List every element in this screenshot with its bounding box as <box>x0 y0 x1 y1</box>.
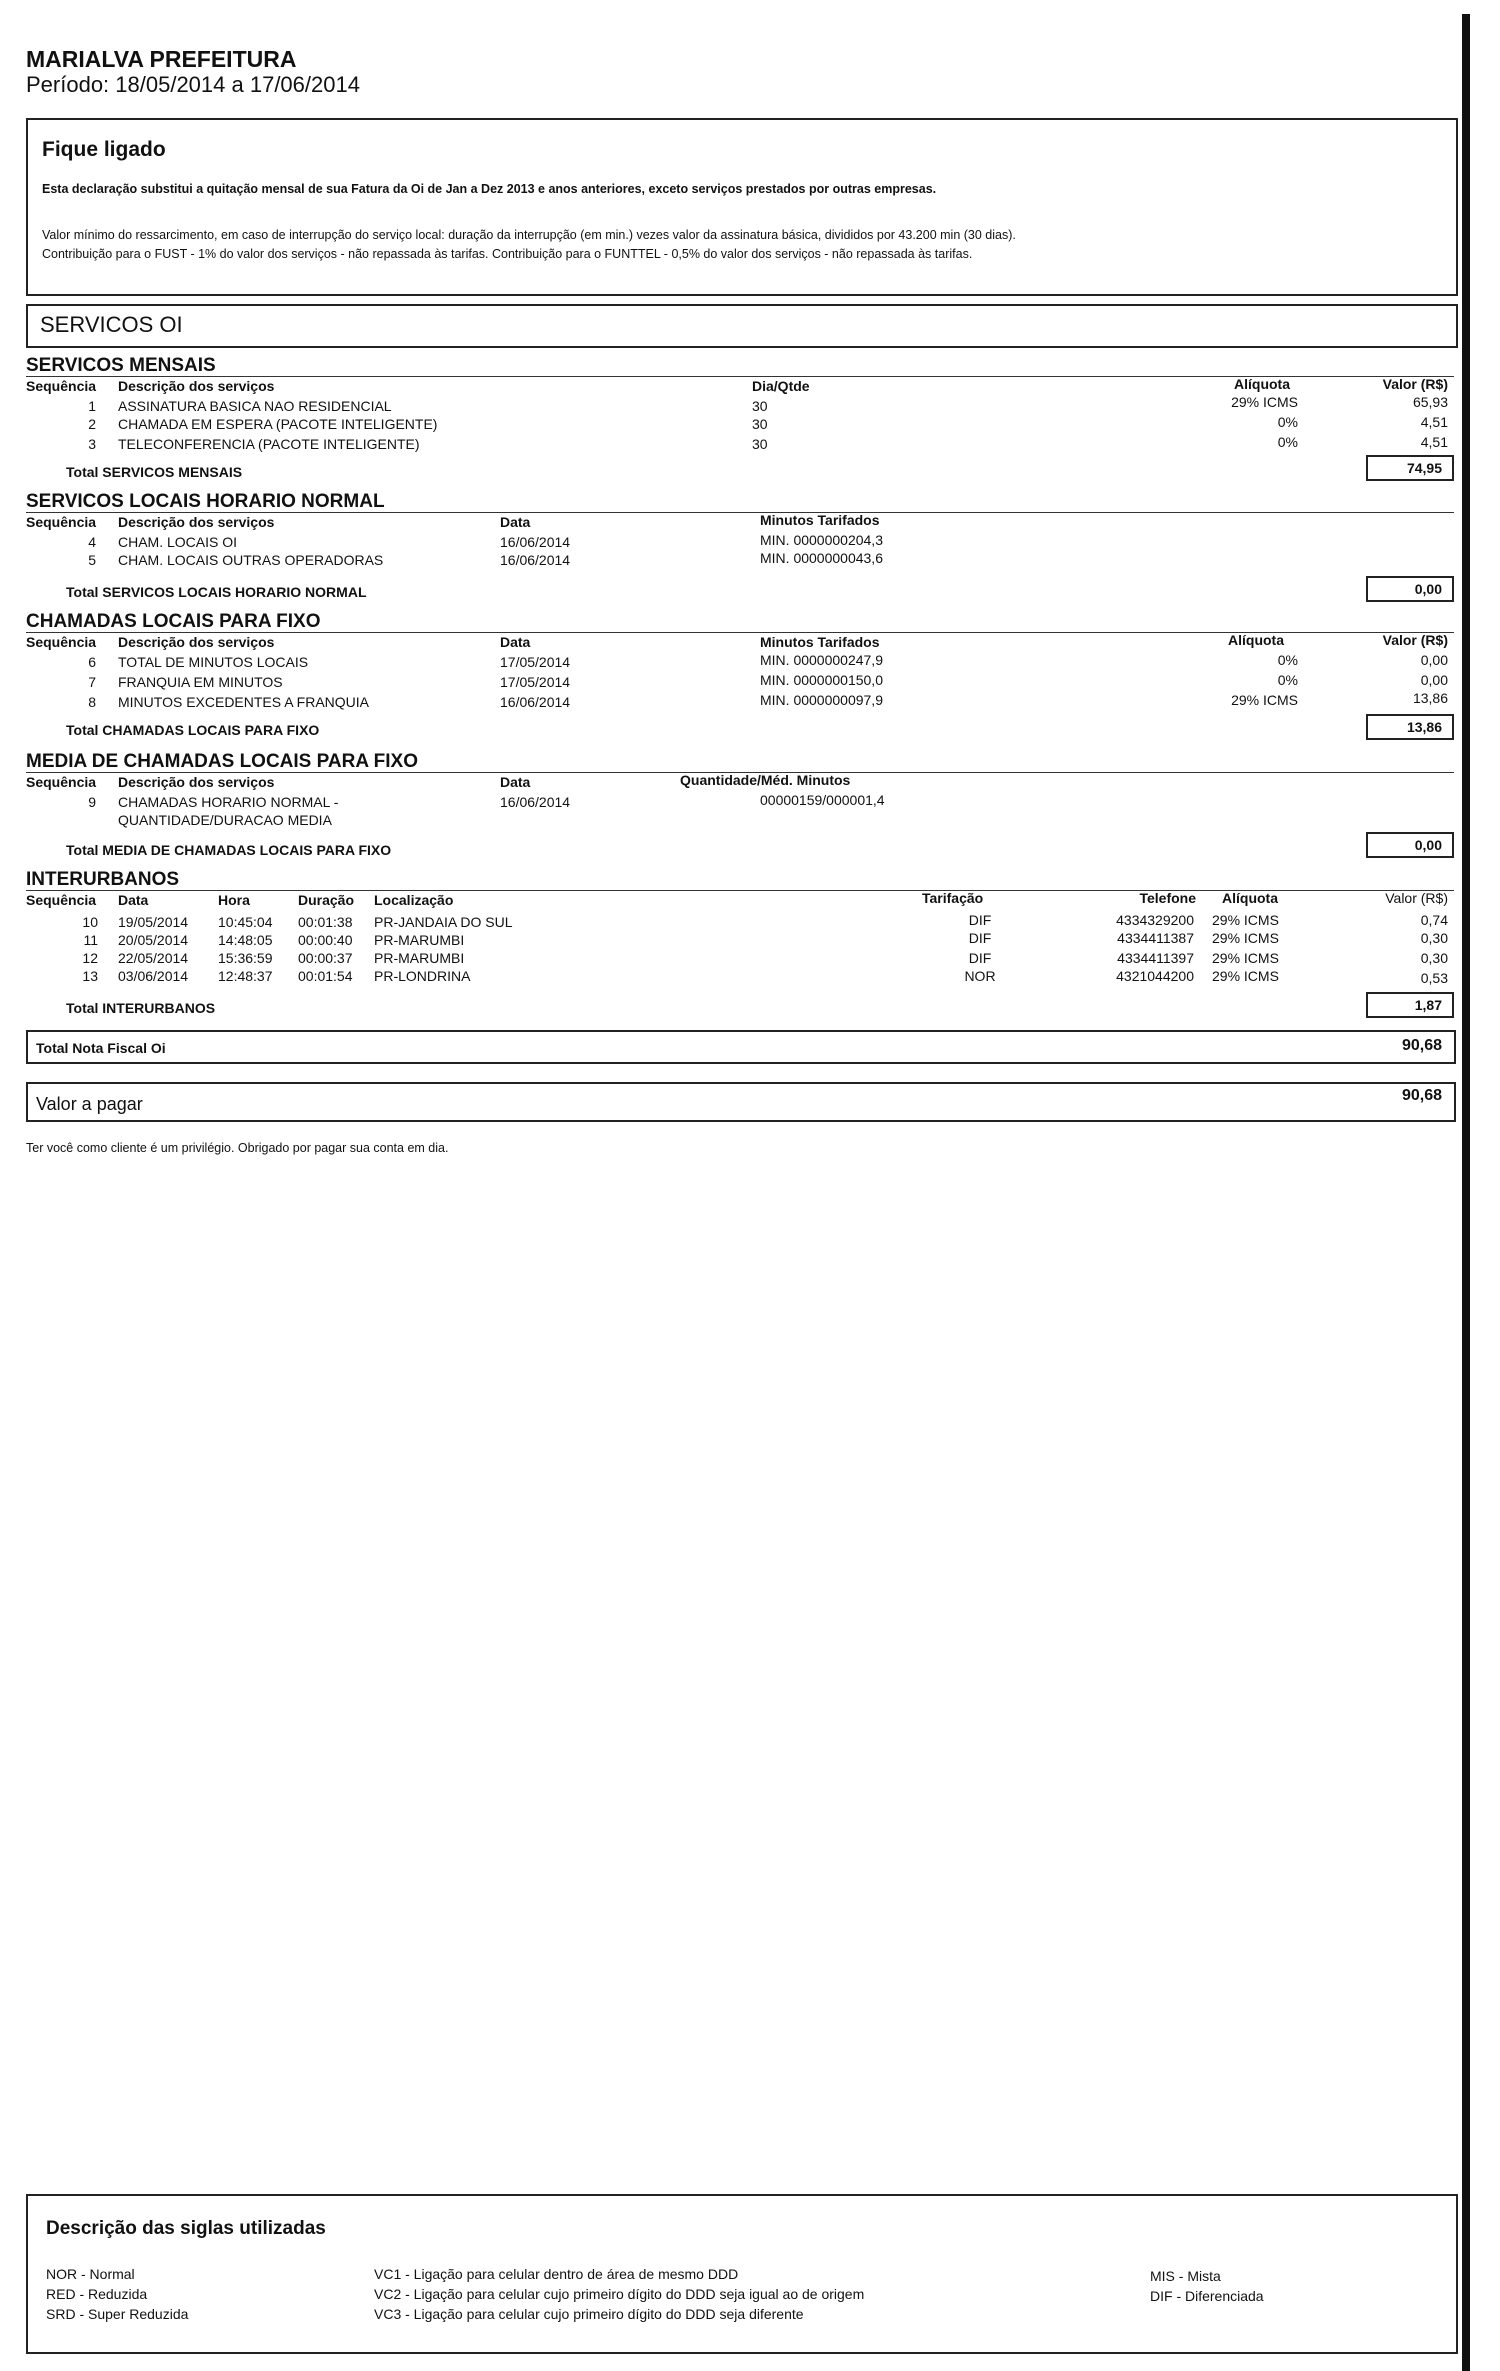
section-media-title: MEDIA DE CHAMADAS LOCAIS PARA FIXO <box>26 752 1454 773</box>
total-label: Total SERVICOS LOCAIS HORARIO NORMAL <box>66 584 367 600</box>
row-desc: FRANQUIA EM MINUTOS <box>118 674 283 690</box>
row-seq: 12 <box>82 950 98 966</box>
glossary-item: DIF - Diferenciada <box>1150 2288 1264 2304</box>
col-header-valor: Valor (R$) <box>1382 376 1448 392</box>
glossary-box <box>26 2194 1458 2354</box>
row-min: MIN. 0000000247,9 <box>760 652 883 668</box>
row-loc: PR-MARUMBI <box>374 932 465 948</box>
row-aliq: 0% <box>1277 672 1298 688</box>
row-aliq: 29% ICMS <box>1231 394 1298 410</box>
row-hora: 15:36:59 <box>218 950 273 966</box>
section-mensais-title: SERVICOS MENSAIS <box>26 356 1454 377</box>
section-locais-title: SERVICOS LOCAIS HORARIO NORMAL <box>26 492 1454 513</box>
total-nota-fiscal-value: 90,68 <box>1401 1037 1442 1054</box>
row-seq: 3 <box>88 436 96 452</box>
col-header-data: Data <box>118 892 149 908</box>
row-dur: 00:00:40 <box>298 932 353 948</box>
row-data: 17/05/2014 <box>500 654 571 670</box>
row-tel: 4321044200 <box>1116 968 1194 984</box>
row-desc: TELECONFERENCIA (PACOTE INTELIGENTE) <box>118 436 420 452</box>
row-valor: 0,00 <box>1420 672 1448 688</box>
row-data: 16/06/2014 <box>500 534 571 550</box>
glossary-item: VC2 - Ligação para celular cujo primeiro dígito do DDD seja igual ao de origem <box>374 2286 865 2302</box>
services-title: SERVICOS OI <box>40 312 183 337</box>
row-data: 22/05/2014 <box>118 950 189 966</box>
row-tel: 4334329200 <box>1116 912 1194 928</box>
col-header-seq: Sequência <box>26 514 97 530</box>
col-header-seq: Sequência <box>26 378 97 394</box>
col-header-desc: Descrição dos serviços <box>118 774 275 790</box>
total-value: 0,00 <box>1366 576 1454 602</box>
thanks-message: Ter você como cliente é um privilégio. Obrigado por pagar sua conta em dia. <box>26 1141 449 1155</box>
notice-line-3: Contribuição para o FUST - 1% do valor dos serviços - não repassada às tarifas. Contribuição para o FUNTTEL - 0,5% do valor dos serviços - não repassada às tarifas. <box>42 247 973 261</box>
total-value: 0,00 <box>1366 832 1454 858</box>
row-min: MIN. 0000000097,9 <box>760 692 883 708</box>
row-dur: 00:01:38 <box>298 914 353 930</box>
section-fixo-title: CHAMADAS LOCAIS PARA FIXO <box>26 612 1454 633</box>
amount-due-value: 90,68 <box>1401 1087 1442 1104</box>
row-qty: 30 <box>752 416 768 432</box>
row-seq: 9 <box>88 794 96 810</box>
row-hora: 14:48:05 <box>218 932 273 948</box>
col-header-aliq: Alíquota <box>1228 632 1284 648</box>
col-header-dur: Duração <box>298 892 355 908</box>
col-header-data: Data <box>500 634 531 650</box>
row-aliq: 0% <box>1277 414 1298 430</box>
row-tel: 4334411397 <box>1117 950 1194 966</box>
row-tel: 4334411387 <box>1117 930 1194 946</box>
row-data: 16/06/2014 <box>500 552 571 568</box>
row-desc: CHAMADAS HORARIO NORMAL - <box>118 794 339 810</box>
amount-due-label: Valor a pagar <box>36 1094 143 1114</box>
col-header-seq: Sequência <box>26 634 97 650</box>
row-valor: 65,93 <box>1412 394 1448 410</box>
row-aliq: 0% <box>1277 434 1298 450</box>
total-label: Total MEDIA DE CHAMADAS LOCAIS PARA FIXO <box>66 842 392 858</box>
row-data: 17/05/2014 <box>500 674 571 690</box>
total-nota-fiscal-label: Total Nota Fiscal Oi <box>36 1040 166 1056</box>
row-aliq: 0% <box>1277 652 1298 668</box>
company-name: MARIALVA PREFEITURA <box>26 46 297 72</box>
row-tarif: DIF <box>968 912 992 928</box>
row-aliq: 29% ICMS <box>1212 930 1279 946</box>
row-desc: CHAMADA EM ESPERA (PACOTE INTELIGENTE) <box>118 416 438 432</box>
row-valor: 0,00 <box>1420 652 1448 668</box>
row-valor: 13,86 <box>1412 690 1448 706</box>
services-header-box <box>26 304 1458 348</box>
glossary-item: SRD - Super Reduzida <box>46 2306 189 2322</box>
col-header-aliq: Alíquota <box>1222 890 1278 906</box>
row-data: 16/06/2014 <box>500 694 571 710</box>
row-seq: 13 <box>82 968 98 984</box>
row-dur: 00:01:54 <box>298 968 353 984</box>
total-nota-fiscal-box <box>26 1030 1456 1064</box>
notice-line-2: Valor mínimo do ressarcimento, em caso de interrupção do serviço local: duração da interrupção (em min.) vezes valor da assinatura básica, divididos por 43.200 min (30 dias). <box>42 228 1016 242</box>
row-dur: 00:00:37 <box>298 950 353 966</box>
row-desc: CHAM. LOCAIS OI <box>118 534 238 550</box>
row-data: 16/06/2014 <box>500 794 571 810</box>
glossary-item: VC3 - Ligação para celular cujo primeiro dígito do DDD seja diferente <box>374 2306 804 2322</box>
row-aliq: 29% ICMS <box>1231 692 1298 708</box>
col-header-tel: Telefone <box>1139 890 1196 906</box>
col-header-qty: Dia/Qtde <box>752 378 810 394</box>
notice-box <box>26 118 1458 296</box>
row-loc: PR-JANDAIA DO SUL <box>374 914 513 930</box>
section-interurbanos-title: INTERURBANOS <box>26 870 1454 891</box>
row-desc: TOTAL DE MINUTOS LOCAIS <box>118 654 309 670</box>
col-header-loc: Localização <box>374 892 454 908</box>
row-desc-cont: QUANTIDADE/DURACAO MEDIA <box>118 812 332 828</box>
col-header-valor: Valor (R$) <box>1385 890 1448 906</box>
glossary-item: RED - Reduzida <box>46 2286 148 2302</box>
row-hora: 12:48:37 <box>218 968 273 984</box>
glossary-item: NOR - Normal <box>46 2266 135 2282</box>
row-min: MIN. 0000000043,6 <box>760 550 883 566</box>
row-min: MIN. 0000000150,0 <box>760 672 883 688</box>
row-data: 19/05/2014 <box>118 914 189 930</box>
row-loc: PR-MARUMBI <box>374 950 465 966</box>
total-label: Total INTERURBANOS <box>66 1000 216 1016</box>
glossary-title: Descrição das siglas utilizadas <box>46 2218 326 2239</box>
row-valor: 0,30 <box>1420 950 1448 966</box>
row-seq: 8 <box>88 694 96 710</box>
row-seq: 11 <box>83 932 98 948</box>
col-header-qtd: Quantidade/Méd. Minutos <box>680 772 851 788</box>
row-valor: 4,51 <box>1420 434 1448 450</box>
col-header-desc: Descrição dos serviços <box>118 634 275 650</box>
row-tarif: DIF <box>968 950 992 966</box>
total-label: Total SERVICOS MENSAIS <box>66 464 243 480</box>
col-header-desc: Descrição dos serviços <box>118 378 275 394</box>
glossary-item: VC1 - Ligação para celular dentro de área de mesmo DDD <box>374 2266 739 2282</box>
row-desc: MINUTOS EXCEDENTES A FRANQUIA <box>118 694 370 710</box>
col-header-desc: Descrição dos serviços <box>118 514 275 530</box>
col-header-hora: Hora <box>218 892 250 908</box>
row-valor: 0,53 <box>1420 970 1448 986</box>
col-header-data: Data <box>500 774 531 790</box>
row-aliq: 29% ICMS <box>1212 968 1279 984</box>
row-seq: 4 <box>88 534 96 550</box>
row-seq: 10 <box>82 914 98 930</box>
row-seq: 2 <box>88 416 96 432</box>
row-desc: CHAM. LOCAIS OUTRAS OPERADORAS <box>118 552 384 568</box>
row-hora: 10:45:04 <box>218 914 273 930</box>
row-valor: 0,74 <box>1420 912 1448 928</box>
row-data: 20/05/2014 <box>118 932 189 948</box>
col-header-tarif: Tarifação <box>922 890 984 906</box>
total-value: 13,86 <box>1366 714 1454 740</box>
row-qty: 30 <box>752 398 768 414</box>
row-aliq: 29% ICMS <box>1212 950 1279 966</box>
total-value: 74,95 <box>1366 455 1454 481</box>
row-seq: 5 <box>88 552 96 568</box>
row-data: 03/06/2014 <box>118 968 189 984</box>
row-seq: 1 <box>88 398 96 414</box>
row-loc: PR-LONDRINA <box>374 968 471 984</box>
notice-title: Fique ligado <box>42 138 166 161</box>
total-label: Total CHAMADAS LOCAIS PARA FIXO <box>66 722 320 738</box>
row-tarif: DIF <box>968 930 992 946</box>
row-desc: ASSINATURA BASICA NAO RESIDENCIAL <box>118 398 392 414</box>
glossary-item: MIS - Mista <box>1150 2268 1221 2284</box>
row-seq: 7 <box>88 674 96 690</box>
col-header-aliq: Alíquota <box>1234 376 1290 392</box>
row-qtd: 00000159/000001,4 <box>760 792 885 808</box>
row-seq: 6 <box>88 654 96 670</box>
notice-line-1: Esta declaração substitui a quitação mensal de sua Fatura da Oi de Jan a Dez 2013 e anos anteriores, exceto serviços prestados por outras empresas. <box>42 182 937 196</box>
col-header-seq: Sequência <box>26 774 97 790</box>
col-header-min: Minutos Tarifados <box>760 634 880 650</box>
row-min: MIN. 0000000204,3 <box>760 532 883 548</box>
row-valor: 0,30 <box>1420 930 1448 946</box>
col-header-seq: Sequência <box>26 892 97 908</box>
col-header-valor: Valor (R$) <box>1382 632 1448 648</box>
total-value: 1,87 <box>1366 992 1454 1018</box>
row-valor: 4,51 <box>1420 414 1448 430</box>
row-aliq: 29% ICMS <box>1212 912 1279 928</box>
billing-period: Período: 18/05/2014 a 17/06/2014 <box>26 72 360 97</box>
col-header-min: Minutos Tarifados <box>760 512 880 528</box>
col-header-data: Data <box>500 514 531 530</box>
page-edge <box>1462 14 1470 2371</box>
row-tarif: NOR <box>964 968 996 984</box>
amount-due-box <box>26 1082 1456 1122</box>
row-qty: 30 <box>752 436 768 452</box>
